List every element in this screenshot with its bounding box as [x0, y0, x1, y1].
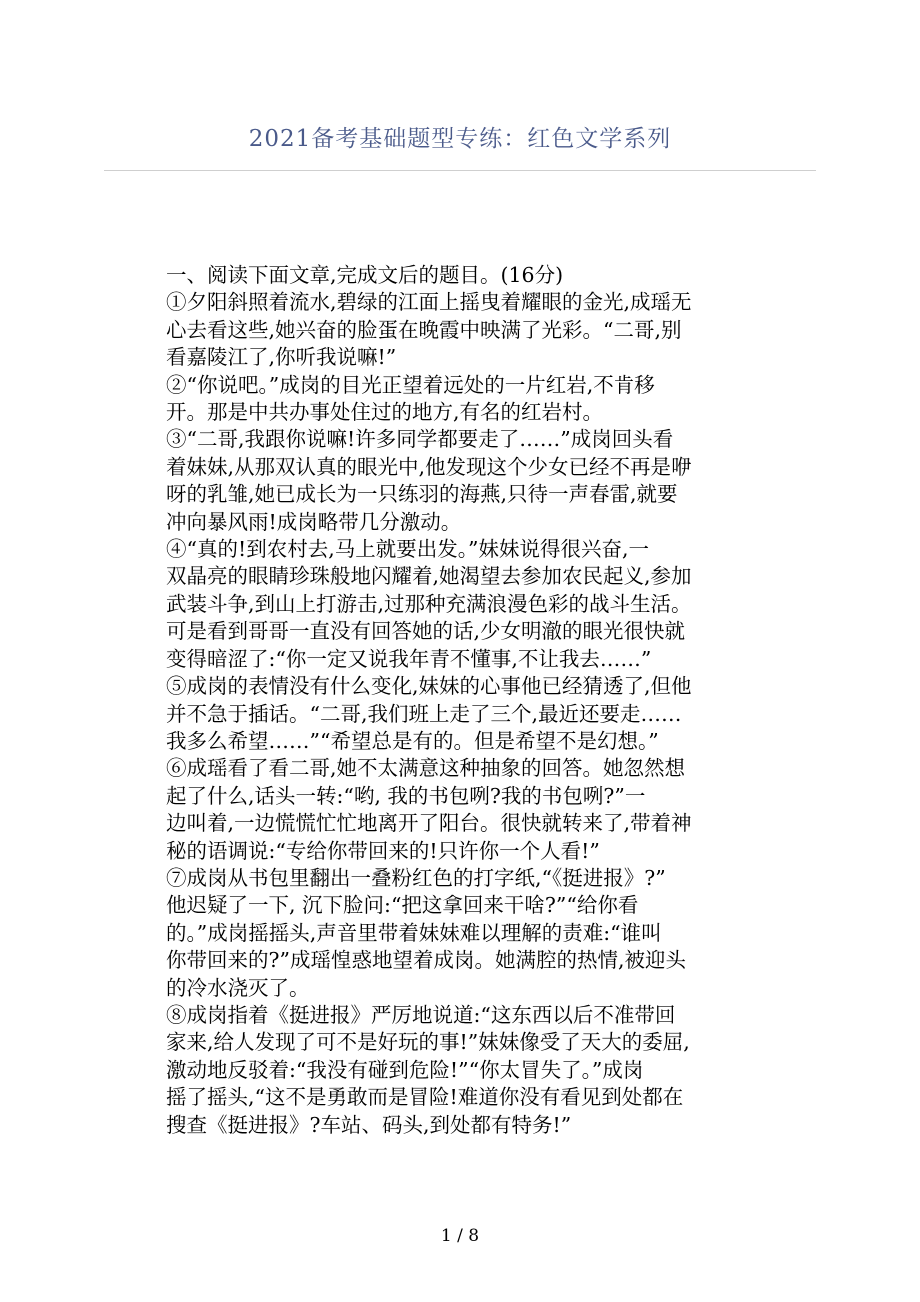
paragraph-line: 搜查《挺进报》?车站、码头,到处都有特务!” — [166, 1112, 572, 1137]
paragraph-line: 秘的语调说:“专给你带回来的!只许你一个人看!” — [166, 838, 600, 863]
paragraph-line: 看嘉陵江了,你听我说嘛!” — [166, 345, 397, 370]
paragraph-line: 着妹妹,从那双认真的眼光中,他发现这个少女已经不再是咿 — [166, 454, 692, 479]
paragraph-4 — [166, 536, 786, 673]
page-number: 1 / 8 — [440, 1226, 480, 1246]
paragraph-line: 摇了摇头,“这不是勇敢而是冒险!难道你没有看见到处都在 — [166, 1085, 684, 1110]
paragraph-line: 心去看这些,她兴奋的脸蛋在晚霞中映满了光彩。“二哥,别 — [166, 317, 682, 342]
paragraph-line: 呀的乳雏,她已成长为一只练羽的海燕,只待一声春雷,就要 — [166, 482, 678, 507]
paragraph-2 — [166, 372, 786, 427]
paragraph-line: 起了什么,话头一转:“哟, 我的书包咧?我的书包咧?”一 — [166, 783, 646, 808]
paragraph-5 — [166, 673, 786, 755]
paragraph-line: ⑦成岗从书包里翻出一叠粉红色的打字纸,“《挺进报》?” — [166, 865, 666, 890]
header-divider — [104, 170, 816, 171]
paragraph-8 — [166, 1002, 786, 1139]
paragraph-line: 的冷水浇灭了。 — [166, 975, 310, 1000]
paragraph-line: ③“二哥,我跟你说嘛!许多同学都要走了……”成岗回头看 — [166, 427, 674, 452]
paragraph-line: 激动地反驳着:“我没有碰到危险!”“你太冒失了。”成岗 — [166, 1057, 644, 1082]
page-header-title: 2021备考基础题型专练：红色文学系列 — [248, 126, 672, 152]
paragraph-line: 武装斗争,到山上打游击,过那种充满浪漫色彩的战斗生活。 — [166, 591, 692, 616]
paragraph-line: ⑥成瑶看了看二哥,她不太满意这种抽象的回答。她忽然想 — [166, 756, 686, 781]
question-heading — [166, 262, 786, 289]
paragraph-line: 变得暗涩了:“你一定又说我年青不懂事,不让我去……” — [166, 646, 652, 671]
paragraph-line: 冲向暴风雨!成岗略带几分激动。 — [166, 509, 462, 534]
paragraph-line: ①夕阳斜照着流水,碧绿的江面上摇曳着耀眼的金光,成瑶无 — [166, 290, 692, 315]
paragraph-line: 可是看到哥哥一直没有回答她的话,少女明澈的眼光很快就 — [166, 619, 686, 644]
paragraph-line: 双晶亮的眼睛珍珠般地闪耀着,她渴望去参加农民起义,参加 — [166, 564, 692, 589]
question-heading-line: 一、阅读下面文章,完成文后的题目。(16分) — [166, 263, 564, 287]
paragraph-line: ②“你说吧。”成岗的目光正望着远处的一片红岩,不肯移 — [166, 372, 655, 397]
paragraph-line: 你带回来的?”成瑶惶惑地望着成岗。她满腔的热情,被迎头 — [166, 948, 686, 973]
paragraph-line: 并不急于插话。“二哥,我们班上走了三个,最近还要走…… — [166, 701, 682, 726]
paragraph-line: 我多么希望……”“希望总是有的。但是希望不是幻想。” — [166, 728, 659, 753]
paragraph-line: ⑤成岗的表情没有什么变化,妹妹的心事他已经猜透了,但他 — [166, 674, 692, 699]
paragraph-line: ⑧成岗指着《挺进报》严厉地说道:“这东西以后不准带回 — [166, 1002, 676, 1027]
paragraph-1 — [166, 289, 786, 371]
paragraph-line: 家来,给人发现了可不是好玩的事!”妹妹像受了天大的委屈, — [166, 1030, 690, 1055]
paragraph-7 — [166, 865, 786, 1002]
paragraph-3 — [166, 426, 786, 536]
paragraph-line: 他迟疑了一下, 沉下脸问:“把这拿回来干啥?”“给你看 — [166, 893, 639, 918]
paragraph-6 — [166, 755, 786, 865]
article-body — [166, 262, 786, 1139]
paragraph-line: 边叫着,一边慌慌忙忙地离开了阳台。很快就转来了,带着神 — [166, 811, 692, 836]
paragraph-line: 开。那是中共办事处住过的地方,有名的红岩村。 — [166, 400, 604, 425]
paragraph-line: 的。”成岗摇摇头,声音里带着妹妹难以理解的责难:“谁叫 — [166, 920, 662, 945]
paragraph-line: ④“真的!到农村去,马上就要出发。”妹妹说得很兴奋,一 — [166, 537, 649, 562]
